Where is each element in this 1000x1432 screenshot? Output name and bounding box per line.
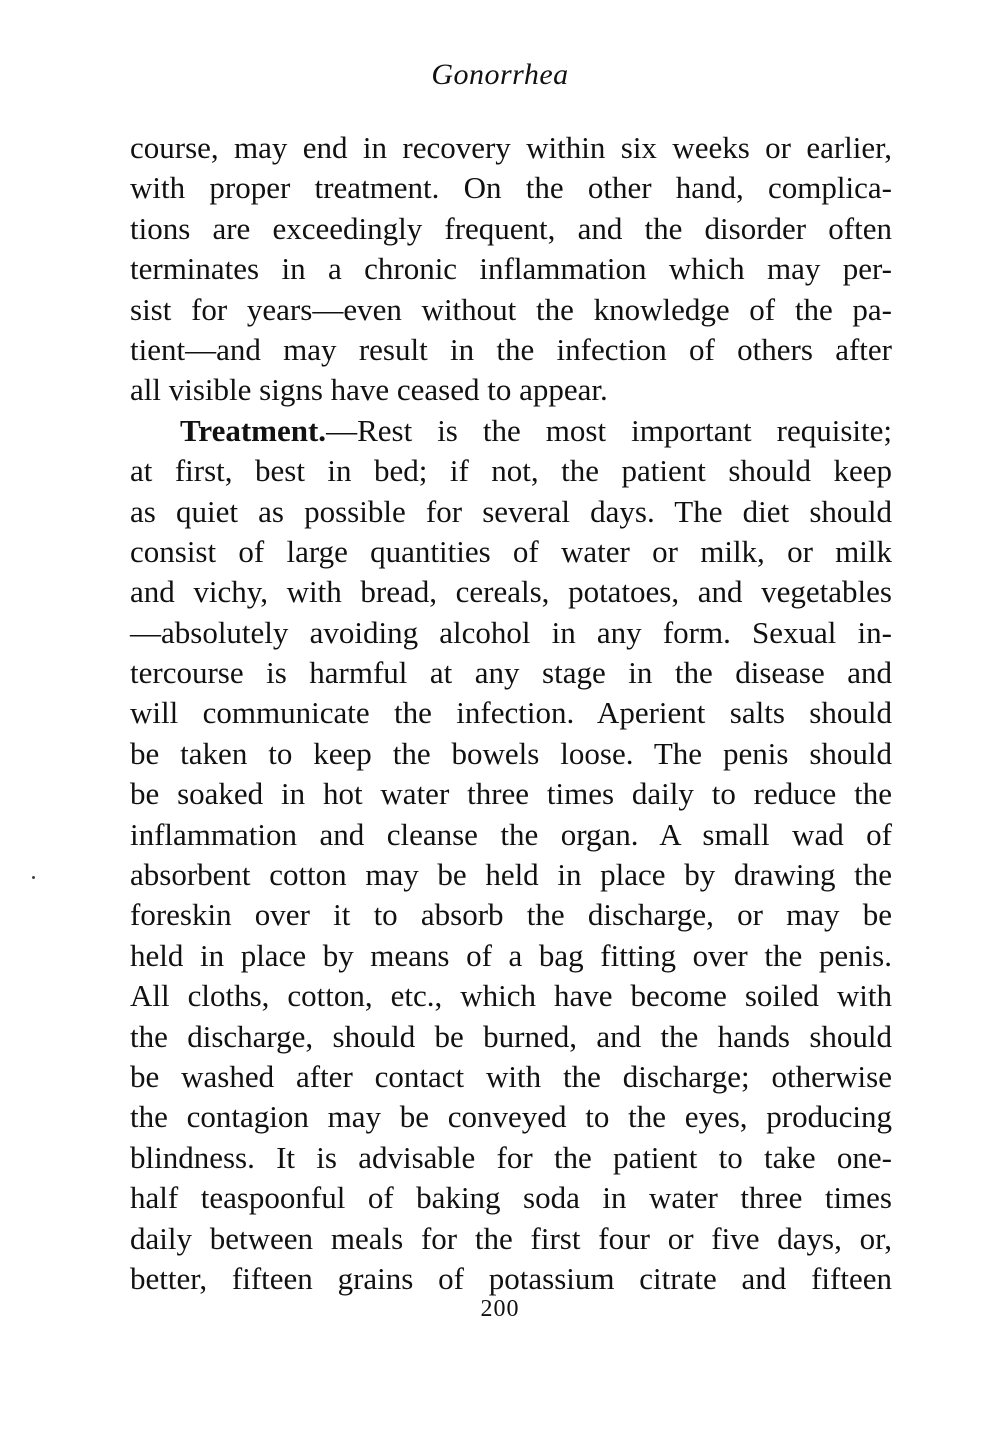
text-line: will communicate the infection. Aperient salts should [130, 695, 892, 731]
text-line: held in place by means of a bag fitting over the penis. [130, 937, 892, 973]
text-line: course, may end in recovery within six weeks or earlier, [130, 130, 892, 165]
text-line: consist of large quantities of water or milk, or milk [130, 533, 892, 569]
text-line: be taken to keep the bowels loose. The penis should [130, 735, 892, 771]
text-line: better, fifteen grains of potassium citrate and fifteen [130, 1260, 892, 1296]
text-line: sist for years—even without the knowledge of the pa- [130, 291, 892, 327]
text-line: tions are exceedingly frequent, and the disorder often [130, 210, 892, 246]
text-line: foreskin over it to absorb the discharge, or may be [130, 897, 892, 933]
page-number: 200 [480, 1296, 520, 1322]
text-run: —Rest is the most important requisite; [326, 412, 892, 448]
text-line: absorbent cotton may be held in place by drawing the [130, 857, 892, 893]
scan-speck [32, 876, 35, 879]
text-line: as quiet as possible for several days. The diet should [130, 493, 892, 529]
treatment-first-line [130, 411, 892, 451]
text-line: at first, best in bed; if not, the patient should keep [130, 453, 892, 489]
text-line: —absolutely avoiding alcohol in any form. Sexual in- [130, 614, 892, 650]
text-line: and vichy, with bread, cereals, potatoes, and vegetables [130, 574, 892, 610]
text-line: half teaspoonful of baking soda in water three times [130, 1180, 892, 1216]
text-line: all visible signs have ceased to appear. [130, 372, 608, 408]
running-head: Gonorrhea [431, 58, 569, 91]
text-line: terminates in a chronic inflammation which may per- [130, 251, 892, 287]
text-line: be soaked in hot water three times daily to reduce the [130, 776, 892, 812]
text-line: with proper treatment. On the other hand, complica- [130, 170, 892, 206]
text-line: the contagion may be conveyed to the eyes, producing [130, 1099, 892, 1135]
text-line: tient—and may result in the infection of others after [130, 331, 892, 367]
text-line: the discharge, should be burned, and the hands should [130, 1018, 892, 1054]
text-line: tercourse is harmful at any stage in the disease and [130, 655, 892, 691]
treatment-heading: Treatment. [180, 412, 327, 448]
text-line: be washed after contact with the discharge; otherwise [130, 1058, 892, 1094]
text-line: blindness. It is advisable for the patient to take one- [130, 1139, 892, 1175]
text-line: daily between meals for the first four or five days, or, [130, 1220, 892, 1256]
text-line: All cloths, cotton, etc., which have become soiled with [130, 978, 892, 1014]
text-line: inflammation and cleanse the organ. A small wad of [130, 816, 892, 852]
body-text [130, 128, 892, 1299]
